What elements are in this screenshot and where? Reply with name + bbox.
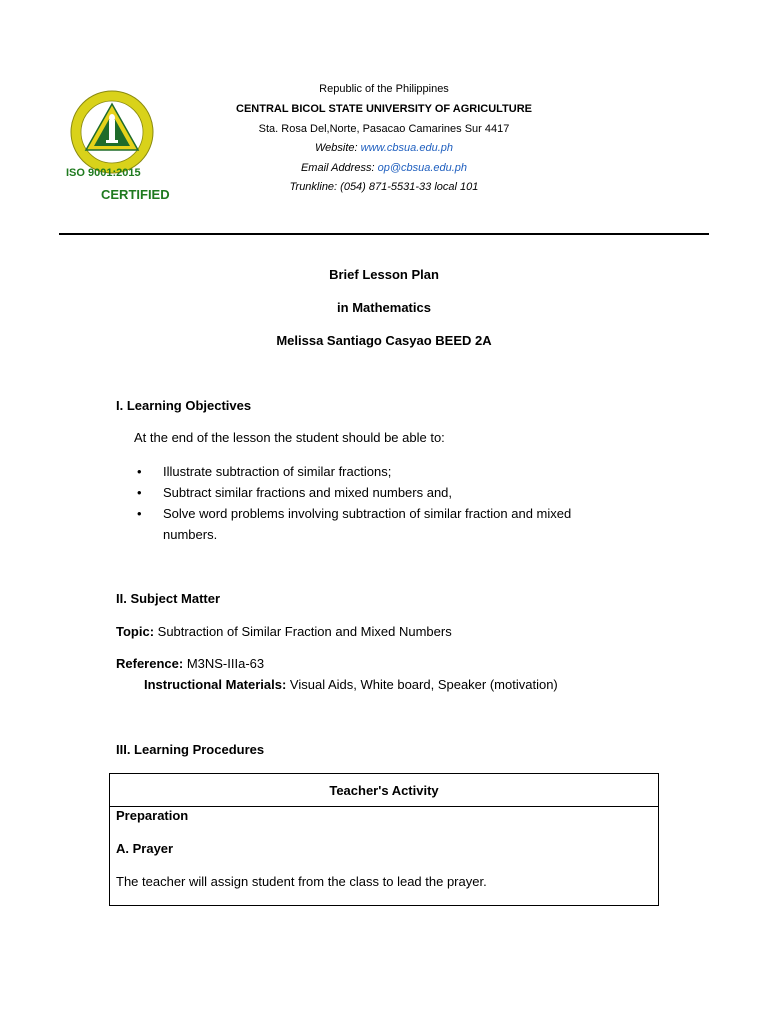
prayer-text: The teacher will assign student from the class to lead the prayer. <box>116 874 487 889</box>
country-line: Republic of the Philippines <box>319 83 449 95</box>
subject-heading: II. Subject Matter <box>116 591 221 606</box>
prayer-label: A. Prayer <box>116 841 174 856</box>
trunkline-line: Trunkline: (054) 871-5531-33 local 101 <box>289 181 479 193</box>
objective-item: • Solve word problems involving subtraction of similar fraction and mixed numbers. <box>133 503 623 545</box>
preparation-label: Preparation <box>116 808 189 823</box>
address-line: Sta. Rosa Del,Norte, Pasacao Camarines Sur 4417 <box>258 123 510 135</box>
topic-value: Subtraction of Similar Fraction and Mixed Numbers <box>154 624 452 639</box>
reference-label: Reference: <box>116 656 184 671</box>
title-line-2: in Mathematics <box>337 300 431 315</box>
activity-table <box>109 773 659 906</box>
certified-label: CERTIFIED <box>101 187 170 202</box>
reference-line <box>116 656 264 671</box>
email-label: Email Address: <box>300 162 378 174</box>
objective-item: • Illustrate subtraction of similar fractions; <box>133 461 623 482</box>
materials-label: Instructional Materials: <box>144 677 287 692</box>
objectives-intro: At the end of the lesson the student should be able to: <box>134 430 445 445</box>
table-header: Teacher's Activity <box>110 774 658 807</box>
title-line-1: Brief Lesson Plan <box>329 267 439 282</box>
objective-item: • Subtract similar fractions and mixed numbers and, <box>133 482 623 503</box>
email-link[interactable]: op@cbsua.edu.ph <box>377 162 468 174</box>
materials-value: Visual Aids, White board, Speaker (motivation) <box>286 677 558 692</box>
topic-label: Topic: <box>116 624 155 639</box>
email-line <box>0 162 768 174</box>
header-divider <box>59 233 709 235</box>
title-line-3: Melissa Santiago Casyao BEED 2A <box>276 333 492 348</box>
objectives-heading: I. Learning Objectives <box>116 398 252 413</box>
procedures-heading: III. Learning Procedures <box>116 742 265 757</box>
table-cell <box>110 807 658 905</box>
iso-label: ISO 9001:2015 <box>66 167 141 179</box>
topic-line <box>116 624 452 639</box>
website-link[interactable]: www.cbsua.edu.ph <box>360 142 453 154</box>
website-line <box>0 142 768 154</box>
materials-line <box>144 677 558 692</box>
objectives-list <box>133 461 623 545</box>
reference-value: M3NS-IIIa-63 <box>183 656 265 671</box>
university-name: CENTRAL BICOL STATE UNIVERSITY OF AGRICULTURE <box>236 103 532 115</box>
website-label: Website: <box>315 142 361 154</box>
